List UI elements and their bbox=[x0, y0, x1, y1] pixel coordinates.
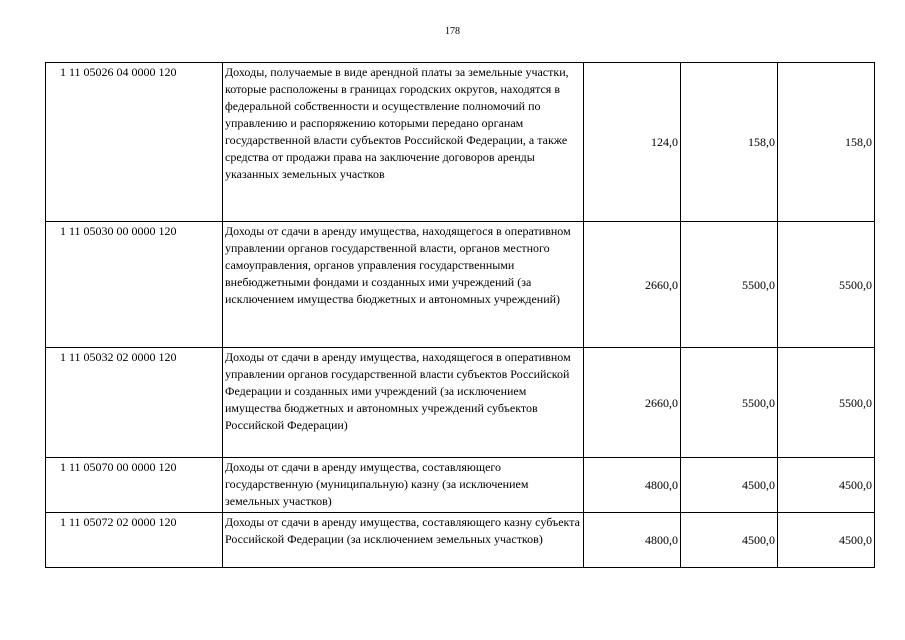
revenue-description: Доходы от сдачи в аренду имущества, составляющего казну субъекта Российской Федерации (за исключением земельных участков) bbox=[223, 513, 584, 568]
table-row bbox=[46, 222, 875, 348]
table-row bbox=[46, 513, 875, 568]
amount-col-2: 5500,0 bbox=[681, 348, 778, 458]
amount-col-2: 4500,0 bbox=[681, 513, 778, 568]
amount-col-1: 2660,0 bbox=[584, 348, 681, 458]
revenue-code: 1 11 05030 00 0000 120 bbox=[46, 222, 223, 348]
table-row bbox=[46, 458, 875, 513]
amount-col-3: 158,0 bbox=[778, 63, 875, 222]
revenue-code: 1 11 05026 04 0000 120 bbox=[46, 63, 223, 222]
amount-col-3: 4500,0 bbox=[778, 513, 875, 568]
amount-col-1: 4800,0 bbox=[584, 513, 681, 568]
revenue-description: Доходы от сдачи в аренду имущества, находящегося в оперативном управлении органов государственной власти, органов местного самоуправления, органов управления государственными внебюджетными фондами и созданных ими учреждений (за исключением имущества бюджетных и автономных учреждений) bbox=[223, 222, 584, 348]
revenue-code: 1 11 05070 00 0000 120 bbox=[46, 458, 223, 513]
revenue-description: Доходы от сдачи в аренду имущества, составляющего государственную (муниципальную) казну (за исключением земельных участков) bbox=[223, 458, 584, 513]
revenue-table bbox=[45, 62, 875, 568]
table-row bbox=[46, 63, 875, 222]
revenue-code: 1 11 05072 02 0000 120 bbox=[46, 513, 223, 568]
amount-col-2: 4500,0 bbox=[681, 458, 778, 513]
revenue-code: 1 11 05032 02 0000 120 bbox=[46, 348, 223, 458]
table-row bbox=[46, 348, 875, 458]
amount-col-3: 4500,0 bbox=[778, 458, 875, 513]
revenue-description: Доходы, получаемые в виде арендной платы за земельные участки, которые расположены в границах городских округов, находятся в федеральной собственности и осуществление полномочий по управлению и распоряжению которыми передано органам государственной власти субъектов Российской Федерации, а также средства от продажи права на заключение договоров аренды указанных земельных участков bbox=[223, 63, 584, 222]
amount-col-1: 124,0 bbox=[584, 63, 681, 222]
amount-col-2: 5500,0 bbox=[681, 222, 778, 348]
amount-col-1: 4800,0 bbox=[584, 458, 681, 513]
amount-col-3: 5500,0 bbox=[778, 348, 875, 458]
revenue-description: Доходы от сдачи в аренду имущества, находящегося в оперативном управлении органов государственной власти субъектов Российской Федерации и созданных ими учреждений (за исключением имущества бюджетных и автономных учреждений субъектов Российской Федерации) bbox=[223, 348, 584, 458]
amount-col-1: 2660,0 bbox=[584, 222, 681, 348]
amount-col-3: 5500,0 bbox=[778, 222, 875, 348]
page-number: 178 bbox=[445, 26, 460, 37]
amount-col-2: 158,0 bbox=[681, 63, 778, 222]
